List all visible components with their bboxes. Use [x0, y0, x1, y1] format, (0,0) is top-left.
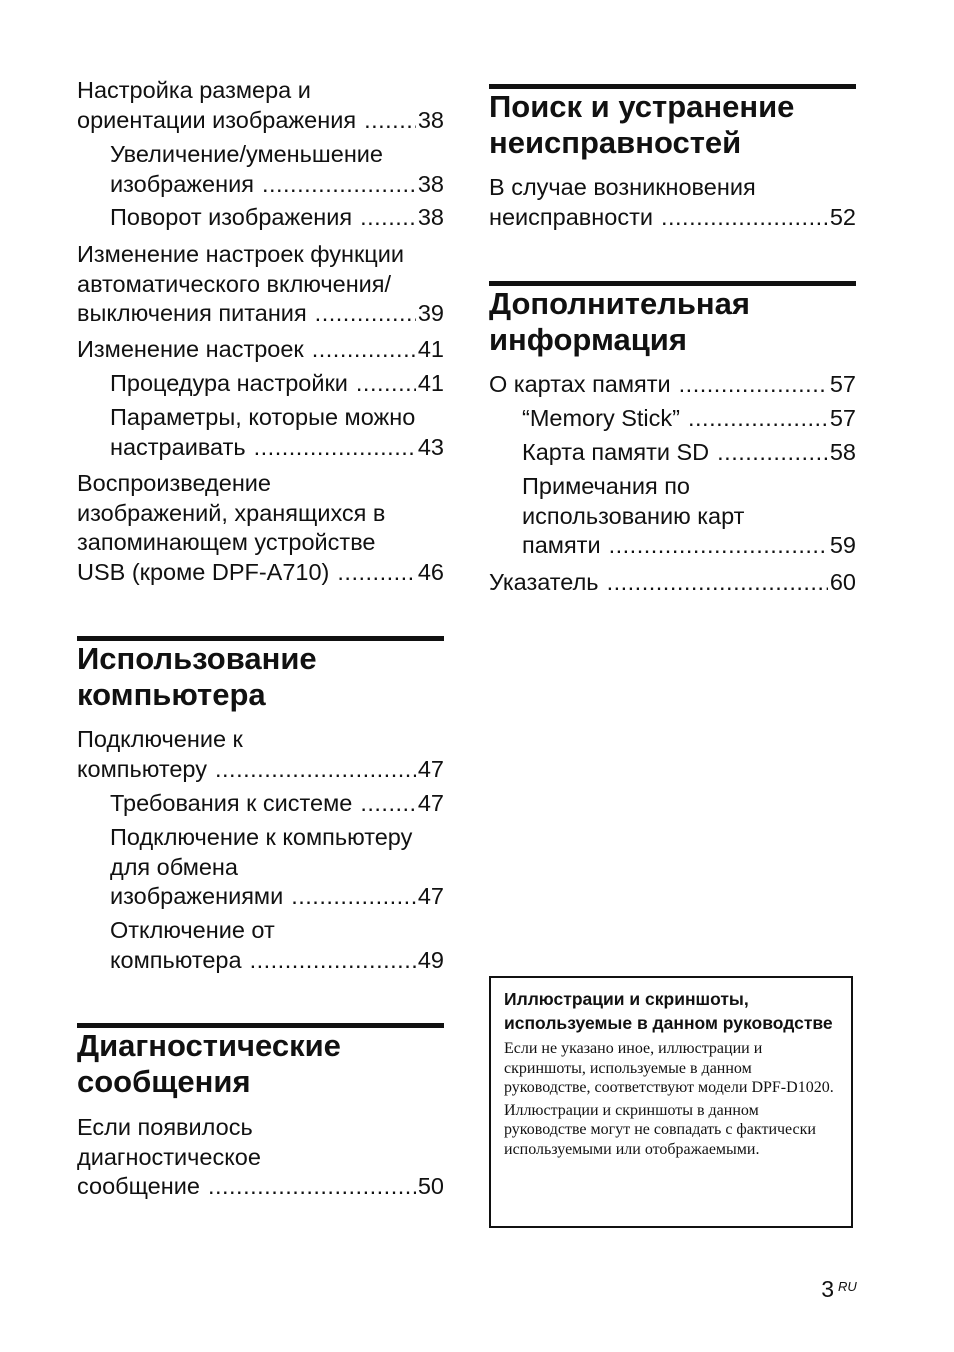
toc-entry-title: изображения [110, 170, 254, 197]
toc-entry[interactable] [77, 725, 444, 784]
toc-entry-title: выключения питания [77, 300, 307, 326]
section-title-line: Диагностические [77, 1028, 341, 1063]
toc-page-number: 41 [417, 336, 444, 362]
toc-entry[interactable] [489, 568, 856, 598]
toc-entry-title: Поворот изображения [110, 204, 353, 230]
section-title-line: Использование [77, 641, 317, 676]
toc-entry-lead: Настройка размера и [77, 77, 311, 103]
section-title-line: Поиск и устранение [489, 89, 795, 124]
toc-entry[interactable] [522, 438, 856, 468]
toc-leader-dots [679, 370, 828, 400]
toc-entry-title: “Memory Stick” [522, 405, 680, 431]
toc-entry-lead: запоминающем устройстве [77, 529, 376, 555]
toc-page-number: 52 [829, 203, 856, 230]
toc-entry[interactable] [77, 76, 444, 135]
toc-leader-dots [360, 203, 416, 233]
toc-entry[interactable] [110, 916, 444, 975]
toc-entry-title: сообщение [77, 1173, 200, 1199]
toc-page-number: 41 [417, 370, 444, 396]
toc-page-number: 60 [829, 569, 856, 595]
section-title [77, 1028, 444, 1100]
toc-entry-lead: Воспроизведение [77, 470, 271, 496]
toc-entry-title: Карта памяти SD [522, 439, 710, 465]
toc-page-number: 47 [417, 755, 444, 782]
toc-leader-dots [312, 335, 416, 365]
toc-leader-dots [250, 946, 416, 976]
toc-entry-lead: Увеличение/уменьшение [110, 141, 384, 167]
toc-leader-dots [661, 203, 828, 233]
toc-entry[interactable] [77, 240, 444, 329]
toc-entry-title: настраивать [110, 433, 246, 460]
toc-entry-title: неисправности [489, 203, 653, 230]
toc-page-number: 38 [417, 204, 444, 230]
toc-page-number: 57 [829, 405, 856, 431]
section-title [77, 641, 444, 713]
toc-leader-dots [262, 170, 416, 200]
toc-entry-title: Изменение настроек [77, 336, 304, 362]
toc-leader-dots [337, 558, 415, 588]
toc-entry[interactable] [110, 823, 444, 912]
toc-entry-title: компьютеру [77, 755, 207, 782]
toc-leader-dots [356, 369, 416, 399]
section-title-line: информация [489, 322, 687, 357]
section-title-line: сообщения [77, 1064, 251, 1099]
toc-entry-lead: автоматического включения/ [77, 270, 392, 297]
toc-entry[interactable] [489, 370, 856, 400]
toc-entry[interactable] [489, 173, 856, 232]
note-box [489, 976, 853, 1228]
toc-entry-lead: для обмена [110, 853, 238, 880]
toc-leader-dots [609, 531, 828, 561]
toc-entry-lead: Изменение настроек функции [77, 241, 405, 267]
toc-page-number: 38 [417, 170, 444, 197]
toc-leader-dots [215, 755, 416, 785]
toc-leader-dots [688, 404, 828, 434]
note-paragraph: Иллюстрации и скриншоты в данном руководстве могут не совпадать с фактически используемыми или отображаемыми. [504, 1101, 816, 1158]
toc-entry-lead: Если появилось [77, 1114, 253, 1140]
toc-entry-title: памяти [522, 532, 601, 558]
toc-page-number: 46 [417, 558, 444, 585]
toc-entry-lead: Параметры, которые можно [110, 404, 416, 430]
toc-entry-lead: Отключение от [110, 917, 275, 943]
toc-entry-title: Требования к системе [110, 790, 353, 816]
toc-entry-lead: Подключение к компьютеру [110, 824, 413, 850]
toc-leader-dots [315, 299, 416, 329]
toc-leader-dots [254, 433, 416, 463]
toc-entry-title: ориентации изображения [77, 106, 357, 133]
note-title: Иллюстрации и скриншоты, используемые в данном руководстве [504, 989, 833, 1033]
toc-entry-lead: Примечания по [522, 473, 690, 499]
page-number: 3 [821, 1276, 834, 1302]
toc-page-number: 50 [417, 1173, 444, 1199]
toc-entry-title: О картах памяти [489, 371, 671, 397]
toc-entry[interactable] [110, 203, 444, 233]
toc-entry-lead: диагностическое [77, 1143, 261, 1170]
page-language-code: RU [838, 1279, 857, 1294]
section-title [489, 286, 856, 358]
toc-entry[interactable] [110, 403, 444, 462]
toc-entry[interactable] [110, 369, 444, 399]
toc-entry-lead: В случае возникновения [489, 174, 756, 200]
section-title-line: компьютера [77, 677, 266, 712]
toc-leader-dots [717, 438, 828, 468]
toc-entry-title: USB (кроме DPF-A710) [77, 558, 330, 585]
section-title-line: неисправностей [489, 125, 742, 160]
toc-entry-lead: Подключение к [77, 726, 243, 752]
toc-entry[interactable] [77, 469, 444, 587]
toc-page-number: 47 [417, 883, 444, 909]
toc-page-number: 47 [417, 790, 444, 816]
toc-entry-title: Указатель [489, 569, 599, 595]
toc-entry[interactable] [110, 140, 444, 199]
toc-entry[interactable] [522, 404, 856, 434]
toc-page-number: 58 [829, 439, 856, 465]
toc-page-number: 39 [417, 300, 444, 326]
toc-entry-title: компьютера [110, 946, 242, 973]
section-title-line: Дополнительная [489, 286, 750, 321]
toc-entry-title: изображениями [110, 883, 284, 909]
toc-leader-dots [208, 1172, 416, 1202]
note-paragraph: Если не указано иное, иллюстрации и скриншоты, используемые в данном руководстве, соответствуют модели DPF-D1020. [504, 1040, 834, 1096]
section-title [489, 89, 856, 161]
toc-leader-dots [364, 106, 416, 136]
toc-entry-title: Процедура настройки [110, 370, 348, 396]
toc-page-number: 38 [417, 106, 444, 133]
toc-page-number: 59 [829, 532, 856, 558]
toc-leader-dots [360, 789, 416, 819]
toc-entry[interactable] [110, 789, 444, 819]
toc-page-number: 57 [829, 371, 856, 397]
toc-entry[interactable] [77, 1113, 444, 1202]
toc-entry-lead: изображений, хранящихся в [77, 499, 386, 526]
toc-entry[interactable] [522, 472, 856, 561]
toc-leader-dots [291, 882, 416, 912]
toc-entry-lead: использованию карт [522, 502, 745, 529]
toc-page-number: 43 [417, 433, 444, 460]
toc-leader-dots [607, 568, 828, 598]
toc-page-number: 49 [417, 946, 444, 973]
toc-entry[interactable] [77, 335, 444, 365]
